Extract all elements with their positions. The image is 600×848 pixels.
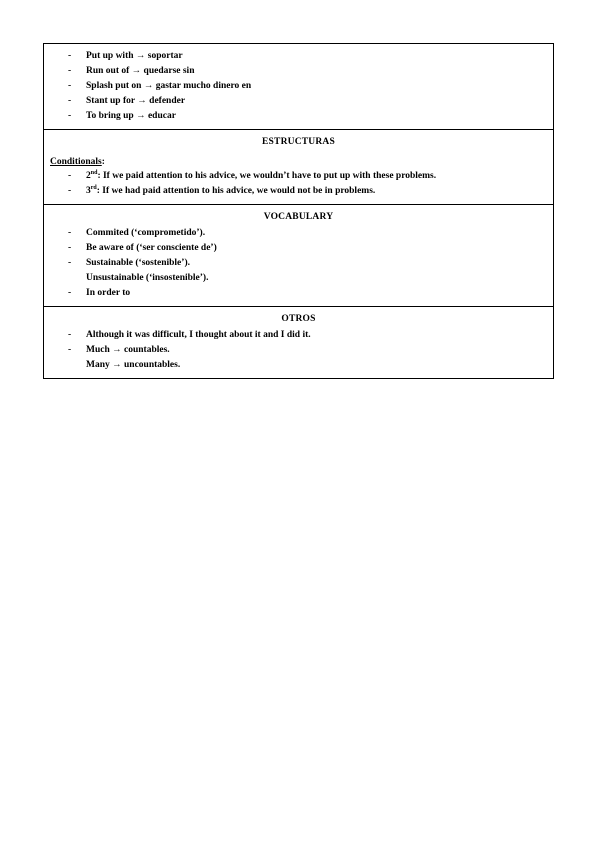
- conditionals-label: Conditionals:: [50, 157, 105, 167]
- bullet-dash: -: [68, 171, 72, 181]
- vocabulary-list: [48, 226, 549, 301]
- list-item: - To bring up → educar: [48, 109, 549, 124]
- bullet-dash: -: [68, 228, 72, 238]
- list-item: - 2nd: If we paid attention to his advice, we wouldn’t have to put up with these problems.: [48, 169, 549, 184]
- bullet-dash: -: [68, 330, 72, 340]
- bullet-dash: -: [68, 345, 72, 355]
- notes-table: [43, 43, 554, 379]
- list-item: - In order to: [48, 286, 549, 301]
- bullet-dash: -: [68, 111, 72, 121]
- list-item-continuation: Unsustainable (‘insostenible’).: [86, 273, 209, 283]
- estructuras-section: [44, 129, 553, 204]
- bullet-dash: -: [68, 81, 72, 91]
- section-title: ESTRUCTURAS: [262, 137, 335, 147]
- phrasal-verbs-section: [44, 44, 553, 129]
- bullet-dash: -: [68, 96, 72, 106]
- list-item: - Sustainable (‘sostenible’).: [48, 256, 549, 271]
- otros-list: [48, 328, 549, 373]
- phrasal-verbs-list: [48, 49, 549, 124]
- conditionals-list: [48, 169, 549, 199]
- list-item: - Run out of → quedarse sin: [48, 64, 549, 79]
- vocabulary-section: [44, 204, 553, 306]
- bullet-dash: -: [68, 243, 72, 253]
- list-item: - Stant up for → defender: [48, 94, 549, 109]
- list-item: - Commited (‘comprometido’).: [48, 226, 549, 241]
- sublabel: Conditionals: [50, 157, 102, 167]
- otros-section: [44, 306, 553, 378]
- bullet-dash: -: [68, 66, 72, 76]
- bullet-dash: -: [68, 51, 72, 61]
- list-item: - 3rd: If we had paid attention to his advice, we would not be in problems.: [48, 184, 549, 199]
- section-title: VOCABULARY: [263, 212, 334, 222]
- section-title: OTROS: [281, 314, 316, 324]
- list-item: - Splash put on → gastar mucho dinero en: [48, 79, 549, 94]
- list-item: - Although it was difficult, I thought about it and I did it.: [48, 328, 549, 343]
- bullet-dash: -: [68, 186, 72, 196]
- list-item: - Much → countables.: [48, 343, 549, 358]
- bullet-dash: -: [68, 288, 72, 298]
- list-item-continuation: Many → uncountables.: [86, 360, 181, 370]
- bullet-dash: -: [68, 258, 72, 268]
- list-item: - Put up with → soportar: [48, 49, 549, 64]
- list-item: - Be aware of (‘ser consciente de’): [48, 241, 549, 256]
